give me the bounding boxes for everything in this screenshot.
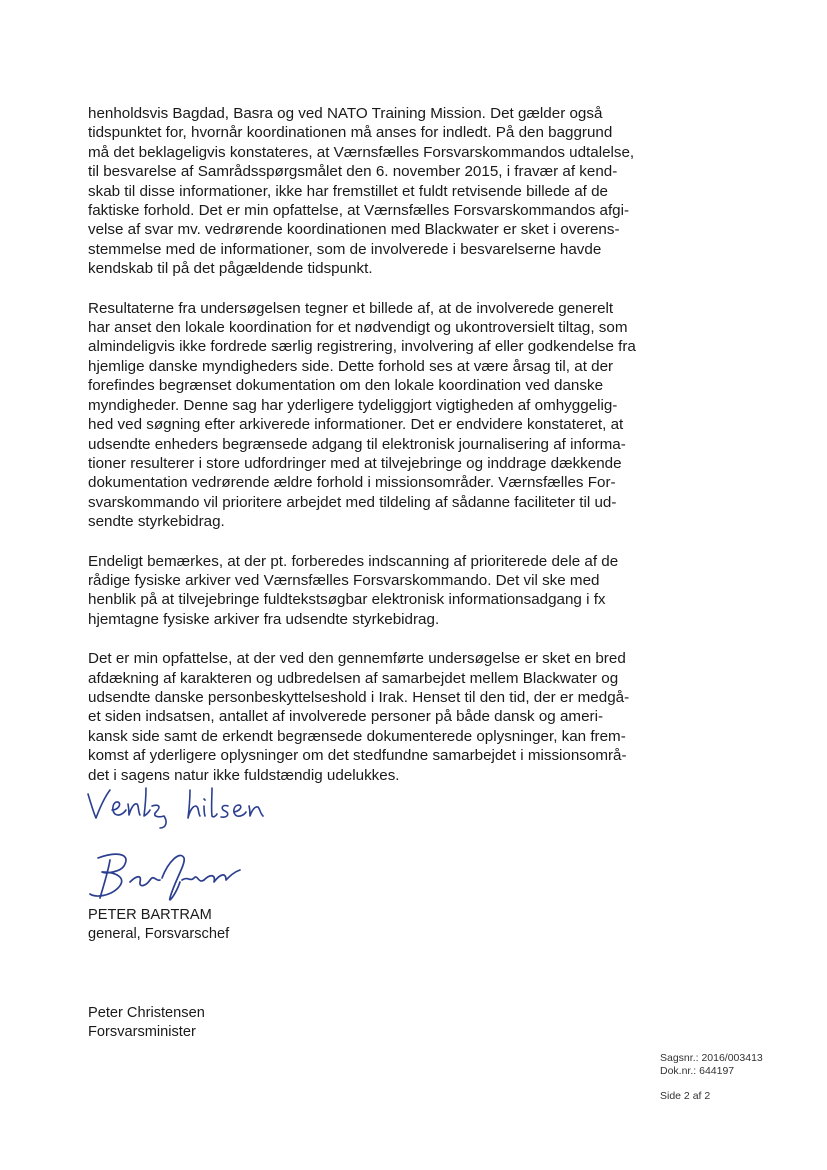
text-line: rådige fysiske arkiver ved Værnsfælles Forsvarskommando. Det vil ske med [88, 571, 600, 589]
case-number: Sagsnr.: 2016/003413 [660, 1052, 763, 1064]
signer-title: general, Forsvarschef [88, 926, 230, 942]
text-line: komst af yderligere oplysninger om det stedfundne samarbejdet i missionsområ- [88, 747, 627, 765]
text-line: skab til disse informationer, ikke har fremstillet et fuldt retvisende billede af de [88, 182, 609, 200]
text-line: kendskab til på det pågældende tidspunkt. [88, 260, 373, 278]
text-line: hjemtagne fysiske arkiver fra udsendte styrkebidrag. [88, 610, 440, 628]
text-line: afdækning af karakteren og udbredelsen af samarbejdet mellem Blackwater og [88, 669, 619, 687]
text-line: henblik på at tilvejebringe fuldtekstsøgbar elektronisk informationsadgang i fx [88, 591, 606, 609]
paragraph-1 [88, 104, 648, 279]
paragraph-4 [88, 649, 648, 785]
text-line: udsendte enheders begrænsede adgang til elektronisk journalisering af informa- [88, 435, 626, 453]
text-line: til besvarelse af Samrådsspørgsmålet den 6. november 2015, i fravær af kend- [88, 163, 618, 181]
handwritten-closing [82, 782, 292, 832]
text-line: velse af svar mv. vedrørende koordinationen med Blackwater er sket i overens- [88, 221, 620, 239]
signature [84, 842, 244, 904]
text-line: har anset den lokale koordination for et nødvendigt og ukontroversielt tiltag, som [88, 319, 628, 337]
recipient-name: Peter Christensen [88, 1005, 205, 1021]
text-line: myndigheder. Denne sag har yderligere tydeliggjort vigtigheden af omhyggelig- [88, 396, 618, 414]
text-line: almindeligvis ikke fordrede særlig registrering, involvering af eller godkendelse fra [88, 338, 636, 356]
text-line: udsendte danske personbeskyttelseshold i Irak. Henset til den tid, der er medgå- [88, 688, 630, 706]
text-line: hed ved søgning efter arkiverede informationer. Det er endvidere konstateret, at [88, 416, 624, 434]
text-line: tioner resulterer i store udfordringer med at tilvejebringe og inddrage dækkende [88, 454, 622, 472]
signer-block [88, 906, 229, 944]
case-reference [660, 1052, 763, 1078]
text-line: stemmelse med de informationer, som de involverede i besvarelserne havde [88, 240, 602, 258]
letter-body [88, 104, 648, 805]
text-line: sendte styrkebidrag. [88, 513, 225, 531]
recipient-title: Forsvarsminister [88, 1024, 196, 1040]
text-line: svarskommando vil prioritere arbejdet med tildeling af sådanne faciliteter til ud- [88, 493, 617, 511]
text-line: et siden indsatsen, antallet af involverede personer på både dansk og ameri- [88, 708, 604, 726]
text-line: kansk side samt de erkendt begrænsede dokumenterede oplysninger, kan frem- [88, 727, 626, 745]
text-line: Resultaterne fra undersøgelsen tegner et billede af, at de involverede generelt [88, 299, 614, 317]
text-line: tidspunktet for, hvornår koordinationen må anses for indledt. På den baggrund [88, 124, 613, 142]
paragraph-3 [88, 552, 648, 630]
text-line: faktiske forhold. Det er min opfattelse, at Værnsfælles Forsvarskommandos afgi- [88, 202, 630, 220]
text-line: hjemlige danske myndigheders side. Dette forhold ses at være årsag til, at der [88, 357, 614, 375]
text-line: Det er min opfattelse, at der ved den gennemførte undersøgelse er sket en bred [88, 650, 626, 668]
signer-name: PETER BARTRAM [88, 907, 212, 923]
text-line: Endeligt bemærkes, at der pt. forberedes indscanning af prioriterede dele af de [88, 552, 619, 570]
paragraph-2 [88, 299, 648, 532]
text-line: henholdsvis Bagdad, Basra og ved NATO Training Mission. Det gælder også [88, 105, 603, 122]
document-number: Dok.nr.: 644197 [660, 1065, 735, 1077]
page-number: Side 2 af 2 [660, 1090, 711, 1102]
text-line: forefindes begrænset dokumentation om den lokale koordination ved danske [88, 377, 604, 395]
recipient-block [88, 1004, 205, 1042]
text-line: dokumentation vedrørende ældre forhold i missionsområder. Værnsfælles For- [88, 474, 616, 492]
text-line: må det beklageligvis konstateres, at Værnsfælles Forsvarskommandos udtalelse, [88, 143, 635, 161]
text-line: det i sagens natur ikke fuldstændig udelukkes. [88, 766, 400, 784]
